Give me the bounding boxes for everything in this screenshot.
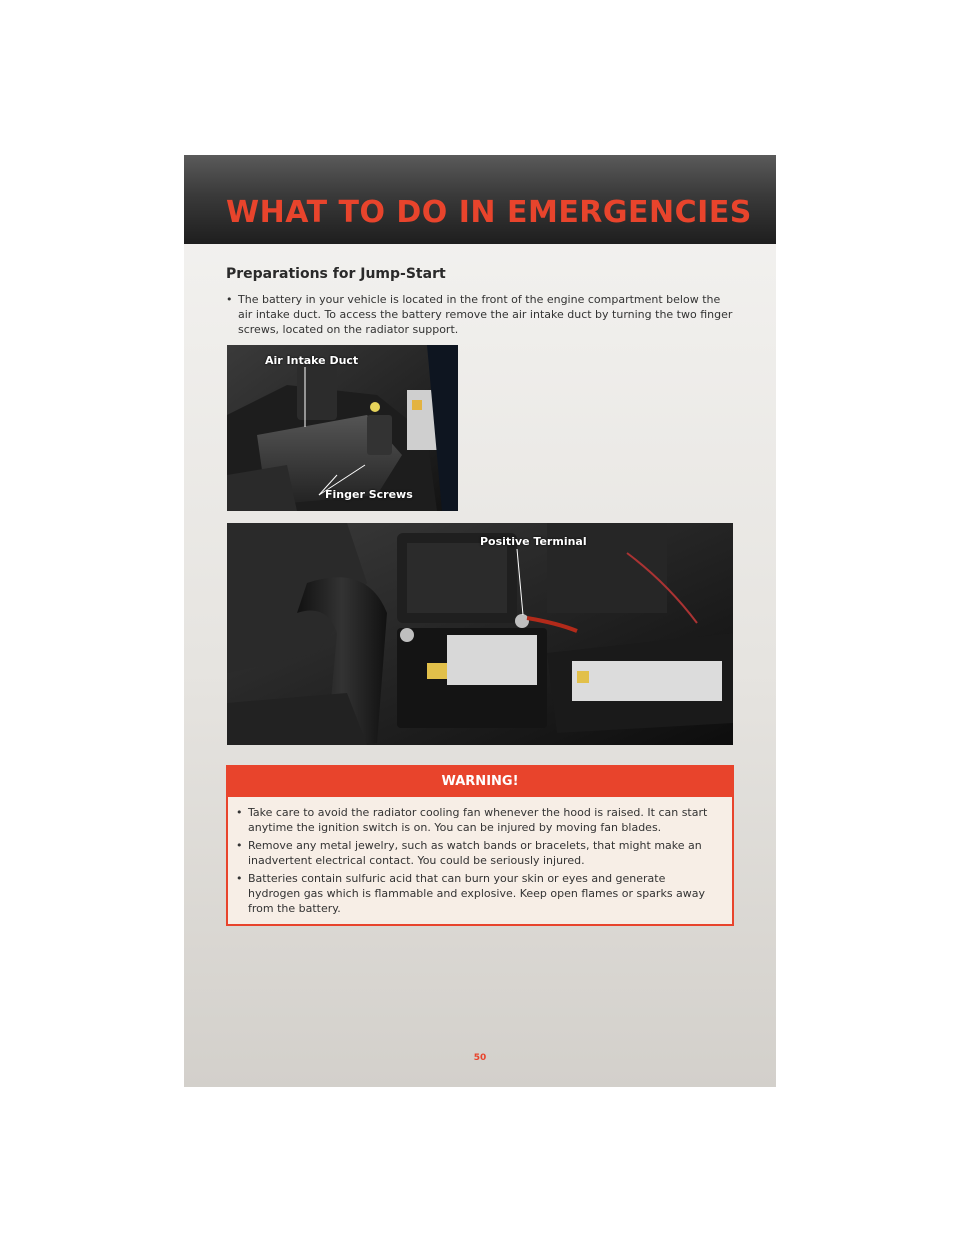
bullet-dot-icon: • — [236, 806, 243, 819]
section-title: Preparations for Jump-Start — [226, 266, 446, 282]
bullet-item — [226, 292, 736, 337]
warning-item-text: Remove any metal jewelry, such as watch bands or bracelets, that might make an inadvertent electrical contact. You could be seriously injured. — [248, 839, 702, 867]
engine-photo-air-intake-image — [227, 345, 458, 511]
manual-page — [184, 155, 776, 1087]
engine-photo-battery — [227, 523, 733, 745]
page-header — [184, 155, 776, 244]
warning-box — [226, 765, 734, 926]
bullet-dot-icon: • — [236, 839, 243, 852]
warning-item — [236, 838, 720, 868]
callout-finger-screws: Finger Screws — [325, 488, 413, 501]
engine-photo-air-intake — [227, 345, 458, 511]
engine-photo-battery-image — [227, 523, 733, 745]
warning-title: WARNING! — [228, 767, 732, 797]
bullet-dot-icon: • — [236, 872, 243, 885]
callout-air-intake-duct: Air Intake Duct — [265, 354, 359, 367]
page-number: 50 — [473, 1053, 487, 1063]
section-bullet-list — [226, 292, 736, 337]
warning-item-text: Take care to avoid the radiator cooling fan whenever the hood is raised. It can start anytime the ignition switch is on. You can be injured by moving fan blades. — [248, 806, 708, 834]
page-title: WHAT TO DO IN EMERGENCIES — [226, 195, 752, 230]
warning-item — [236, 871, 720, 916]
warning-item — [236, 805, 720, 835]
warning-item-text: Batteries contain sulfuric acid that can burn your skin or eyes and generate hydrogen gas which is flammable and explosive. Keep open flames or sparks away from the battery. — [248, 872, 706, 915]
warning-list — [228, 797, 732, 916]
callout-positive-terminal: Positive Terminal — [480, 535, 587, 548]
bullet-dot-icon: • — [226, 293, 233, 306]
bullet-text: The battery in your vehicle is located in the front of the engine compartment below the air intake duct. To access the battery remove the air intake duct by turning the two finger screws, located on the radiator support. — [238, 293, 733, 336]
